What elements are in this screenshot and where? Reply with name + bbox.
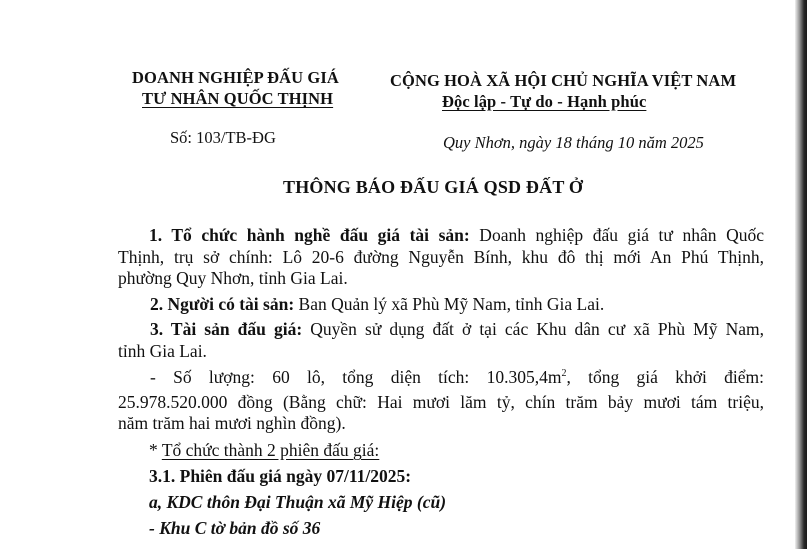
document-title: THÔNG BÁO ĐẤU GIÁ QSD ĐẤT Ở (283, 177, 584, 197)
area-a-heading: a, KDC thôn Đại Thuận xã Mỹ Hiệp (cũ) (149, 492, 447, 512)
national-motto: Độc lập - Tự do - Hạnh phúc (442, 92, 647, 111)
sessions-star: * (149, 440, 162, 460)
section1-line2: Thịnh, trụ sở chính: Lô 20-6 đường Nguyễn Bính, khu đô thị mới An Phú Thịnh, (118, 247, 764, 267)
section3-label: 3. Tài sản đấu giá: (150, 319, 303, 339)
org-name-line1: DOANH NGHIỆP ĐẤU GIÁ (132, 68, 339, 87)
org-name-line2: TƯ NHÂN QUỐC THỊNH (142, 89, 334, 108)
sessions-text: Tổ chức thành 2 phiên đấu giá: (161, 440, 380, 460)
section3-line1 (150, 318, 764, 341)
section2-text: Ban Quản lý xã Phù Mỹ Nam, tỉnh Gia Lai. (294, 294, 605, 314)
section1-line1 (149, 224, 764, 247)
section2-line (150, 293, 604, 316)
sessions-line (149, 439, 379, 462)
session-3-1-heading (149, 465, 411, 488)
country-name: CỘNG HOÀ XÃ HỘI CHỦ NGHĨA VIỆT NAM (390, 71, 737, 90)
quantity-line3: năm trăm hai mươi nghìn đồng). (118, 413, 346, 433)
section3-line2: tỉnh Gia Lai. (118, 341, 207, 361)
document-number: Số: 103/TB-ĐG (170, 128, 276, 147)
session-3-1-text: 3.1. Phiên đấu giá ngày 07/11/2025: (149, 466, 412, 486)
quantity-line1 (150, 366, 764, 389)
place-and-date: Quy Nhơn, ngày 18 tháng 10 năm 2025 (443, 133, 704, 152)
section2-label: 2. Người có tài sản: (150, 294, 295, 314)
section1-label: 1. Tổ chức hành nghề đấu giá tài sản: (149, 225, 470, 245)
area-c-heading: - Khu C tờ bản đồ số 36 (149, 518, 321, 538)
quantity-line2: 25.978.520.000 đồng (Bằng chữ: Hai mươi lăm tỷ, chín trăm bảy mươi tám triệu, (118, 392, 764, 412)
quantity-text-a: - Số lượng: 60 lô, tổng diện tích: 10.305,4m (150, 367, 562, 387)
section1-line3: phường Quy Nhơn, tỉnh Gia Lai. (118, 268, 348, 288)
quantity-superscript: 2 (561, 368, 567, 380)
section3-text: Quyền sử dụng đất ở tại các Khu dân cư xã Phù Mỹ Nam, (302, 319, 764, 339)
section1-text: Doanh nghiệp đấu giá tư nhân Quốc (469, 225, 764, 245)
scan-edge-shadow (795, 0, 807, 549)
quantity-text-b: , tổng giá khởi điểm: (566, 367, 765, 387)
